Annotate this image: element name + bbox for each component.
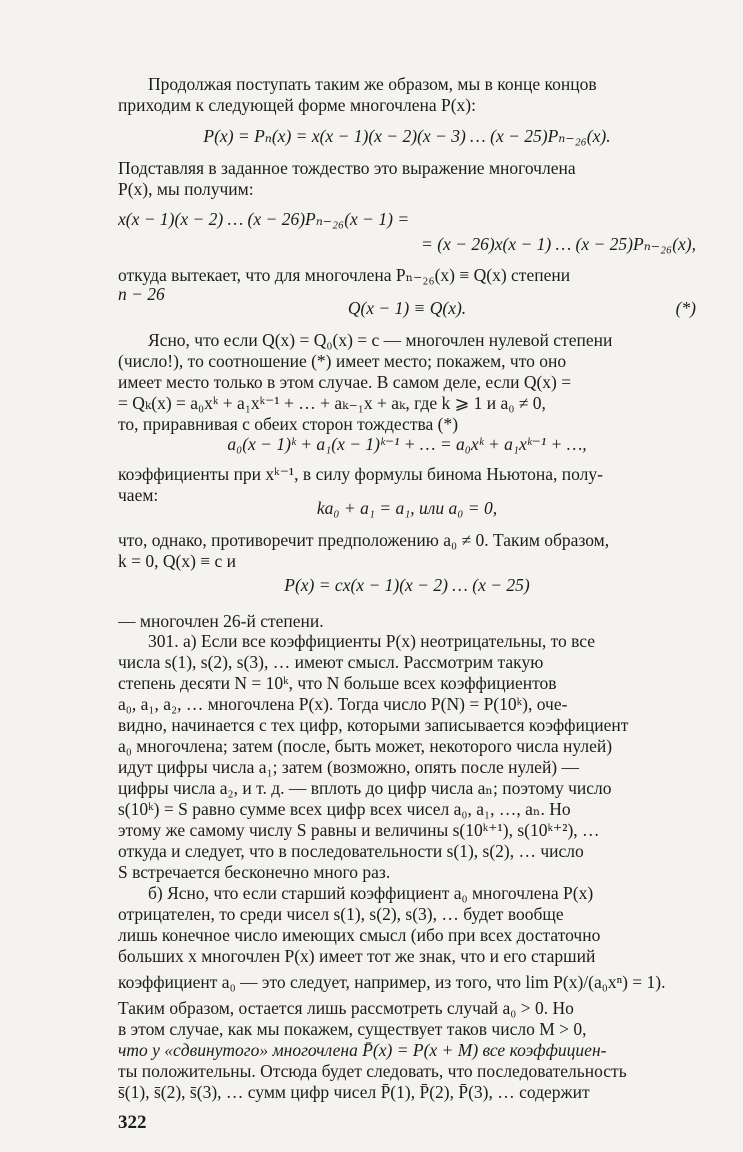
text-line: P(x), мы получим: xyxy=(118,179,254,199)
text-line: Таким образом, остается лишь рассмотреть случай a₀ > 0. Но xyxy=(118,998,574,1018)
text-line: б) Ясно, что если старший коэффициент a₀ многочлена P(x) xyxy=(148,883,594,903)
text-line: Подставляя в заданное тождество это выражение многочлена xyxy=(118,158,576,178)
text-line: чаем: xyxy=(118,485,159,505)
formula-equation xyxy=(118,298,696,319)
text-line: Продолжая поступать таким же образом, мы в конце концов xyxy=(148,74,597,94)
text-line: что у «сдвинутого» многочлена P̄(x) = P(x + M) все коэффициен- xyxy=(118,1040,607,1060)
text-line: s(10ᵏ) = S равно сумме всех цифр всех чисел a₀, a₁, …, aₙ. Но xyxy=(118,799,571,819)
text-line: идут цифры числа a₁; затем (возможно, опять после нулей) — xyxy=(118,757,580,777)
text-line: a₀ многочлена; затем (после, быть может, некоторого числа нулей) xyxy=(118,736,613,756)
text-line: что, однако, противоречит предположению a₀ ≠ 0. Таким образом, xyxy=(118,530,610,550)
formula: = (x − 26)x(x − 1) … (x − 25)Pₙ₋₂₆(x), xyxy=(421,234,696,254)
text-line: = Qₖ(x) = a₀xᵏ + a₁xᵏ⁻¹ + … + aₖ₋₁x + aₖ, где k ⩾ 1 и a₀ ≠ 0, xyxy=(118,393,546,413)
text-line: в этом случае, как мы покажем, существует таков число M > 0, xyxy=(118,1019,587,1039)
text-line: степень десяти N = 10ᵏ, что N больше всех коэффициентов xyxy=(118,673,557,693)
text-line: n − 26 xyxy=(118,284,165,304)
text-line: ты положительны. Отсюда будет следовать, что последовательность xyxy=(118,1061,627,1081)
text-line: Ясно, что если Q(x) = Q₀(x) = c — многочлен нулевой степени xyxy=(148,330,613,350)
text-line: a₀, a₁, a₂, … многочлена P(x). Тогда число P(N) = P(10ᵏ), оче- xyxy=(118,694,568,714)
text-line: k = 0, Q(x) ≡ c и xyxy=(118,551,237,571)
text-line: 301. а) Если все коэффициенты P(x) неотрицательны, то все xyxy=(148,631,596,651)
text-line: коэффициент a₀ — это следует, например, из того, что lim P(x)/(a₀xⁿ) = 1). xyxy=(118,972,666,992)
text-line: S встречается бесконечно много раз. xyxy=(118,862,391,882)
formula: Q(x − 1) ≡ Q(x). xyxy=(347,298,467,318)
text-line: этому же самому числу S равны и величины s(10ᵏ⁺¹), s(10ᵏ⁺²), … xyxy=(118,820,600,840)
text-line: откуда вытекает, что для многочлена Pₙ₋₂₆(x) ≡ Q(x) степени xyxy=(118,265,571,285)
text-line: цифры числа a₂, и т. д. — вплоть до цифр числа aₙ; поэтому число xyxy=(118,778,612,798)
text-line: видно, начинается с тех цифр, которыми записывается коэффициент xyxy=(118,715,629,735)
text-line: отрицателен, то среди чисел s(1), s(2), s(3), … будет вообще xyxy=(118,904,564,924)
text-line: коэффициенты при xᵏ⁻¹, в силу формулы бинома Ньютона, полу- xyxy=(118,464,603,484)
equation-mark: (*) xyxy=(675,298,696,318)
text-line: приходим к следующей форме многочлена P(x): xyxy=(118,95,476,115)
text-line: имеет место только в этом случае. В самом деле, если Q(x) = xyxy=(118,372,572,392)
formula: P(x) = Pₙ(x) = x(x − 1)(x − 2)(x − 3) … (x − 25)Pₙ₋₂₆(x). xyxy=(203,126,611,146)
formula: x(x − 1)(x − 2) … (x − 26)Pₙ₋₂₆(x − 1) = xyxy=(118,209,410,229)
text-line: то, приравнивая с обеих сторон тождества (*) xyxy=(118,414,459,434)
text-line: лишь конечное число имеющих смысл (ибо при всех достаточно xyxy=(118,925,601,945)
text-line: — многочлен 26-й степени. xyxy=(118,611,324,631)
text-line: (число!), то соотношение (*) имеет место; покажем, что оно xyxy=(118,351,567,371)
text-line: s̄(1), s̄(2), s̄(3), … сумм цифр чисел P̄(1), P̄(2), P̄(3), … содержит xyxy=(118,1082,590,1102)
text-line: числа s(1), s(2), s(3), … имеют смысл. Рассмотрим такую xyxy=(118,652,544,672)
page-number: 322 xyxy=(118,1112,147,1133)
text-line: откуда и следует, что в последовательности s(1), s(2), … число xyxy=(118,841,584,861)
formula: a₀(x − 1)ᵏ + a₁(x − 1)ᵏ⁻¹ + … = a₀xᵏ + a₁xᵏ⁻¹ + …, xyxy=(227,434,587,454)
text-line: больших x многочлен P(x) имеет тот же знак, что и его старший xyxy=(118,946,596,966)
formula: ka₀ + a₁ = a₁, или a₀ = 0, xyxy=(316,498,498,518)
formula: P(x) = cx(x − 1)(x − 2) … (x − 25) xyxy=(284,575,530,595)
